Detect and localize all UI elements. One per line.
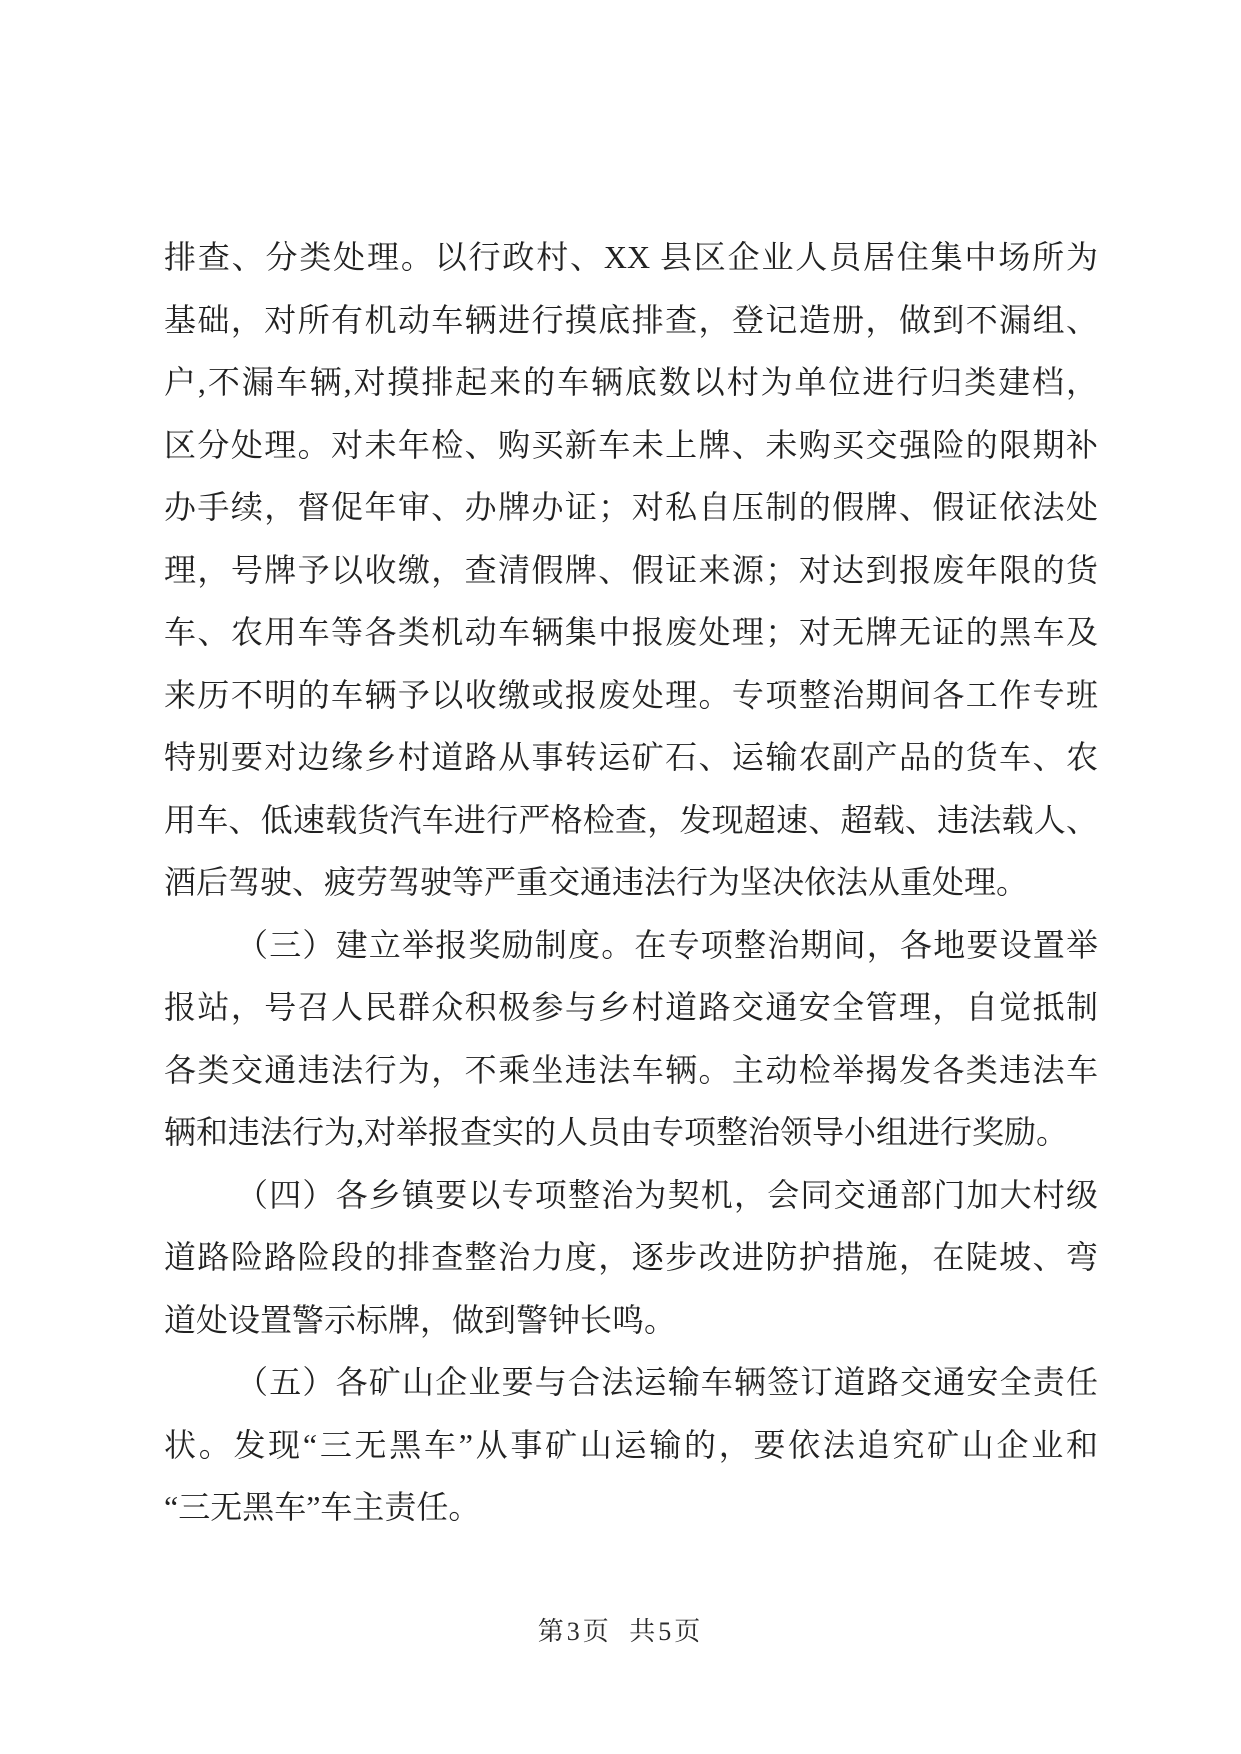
text-line: 基础，对所有机动车辆进行摸底排查，登记造册，做到不漏组、 xyxy=(164,301,1098,338)
text-line: 户,不漏车辆,对摸排起来的车辆底数以村为单位进行归类建档， xyxy=(164,364,1098,400)
document-body xyxy=(164,226,1098,1539)
text-line: （五）各矿山企业要与合法运输车辆签订道路交通安全责任 xyxy=(236,1364,1098,1400)
text-line: （四）各乡镇要以专项整治为契机，会同交通部门加大村级 xyxy=(236,1176,1098,1213)
text-line: 来历不明的车辆予以收缴或报废处理。专项整治期间各工作专班 xyxy=(164,676,1098,713)
text-line: 道处设置警示标牌，做到警钟长鸣。 xyxy=(164,1301,677,1338)
text-line: 报站，号召人民群众积极参与乡村道路交通安全管理，自觉抵制 xyxy=(164,989,1098,1025)
text-line: （三）建立举报奖励制度。在专项整治期间，各地要设置举 xyxy=(236,926,1098,963)
page-number-footer: 第3页 共5页 xyxy=(537,1617,704,1646)
text-line: 理，号牌予以收缴，查清假牌、假证来源；对达到报废年限的货 xyxy=(164,551,1098,588)
text-line: 用车、低速载货汽车进行严格检查，发现超速、超载、违法载人、 xyxy=(164,801,1098,838)
text-line: 排查、分类处理。以行政村、XX 县区企业人员居住集中场所为 xyxy=(164,239,1098,275)
text-line: 区分处理。对未年检、购买新车未上牌、未购买交强险的限期补 xyxy=(164,426,1098,463)
text-line: 办手续，督促年审、办牌办证；对私自压制的假牌、假证依法处 xyxy=(164,489,1098,525)
text-line: 辆和违法行为,对举报查实的人员由专项整治领导小组进行奖励。 xyxy=(164,1114,1069,1150)
text-line: 酒后驾驶、疲劳驾驶等严重交通违法行为坚决依法从重处理。 xyxy=(164,864,1029,900)
text-line: 特别要对边缘乡村道路从事转运矿石、运输农副产品的货车、农 xyxy=(164,739,1098,775)
text-line: 各类交通违法行为，不乘坐违法车辆。主动检举揭发各类违法车 xyxy=(164,1051,1098,1088)
text-line: “三无黑车”车主责任。 xyxy=(164,1489,481,1525)
text-line: 车、农用车等各类机动车辆集中报废处理；对无牌无证的黑车及 xyxy=(164,614,1098,650)
text-line: 状。发现“三无黑车”从事矿山运输的，要依法追究矿山企业和 xyxy=(164,1426,1098,1463)
text-line: 道路险路险段的排查整治力度，逐步改进防护措施，在陡坡、弯 xyxy=(164,1239,1098,1275)
